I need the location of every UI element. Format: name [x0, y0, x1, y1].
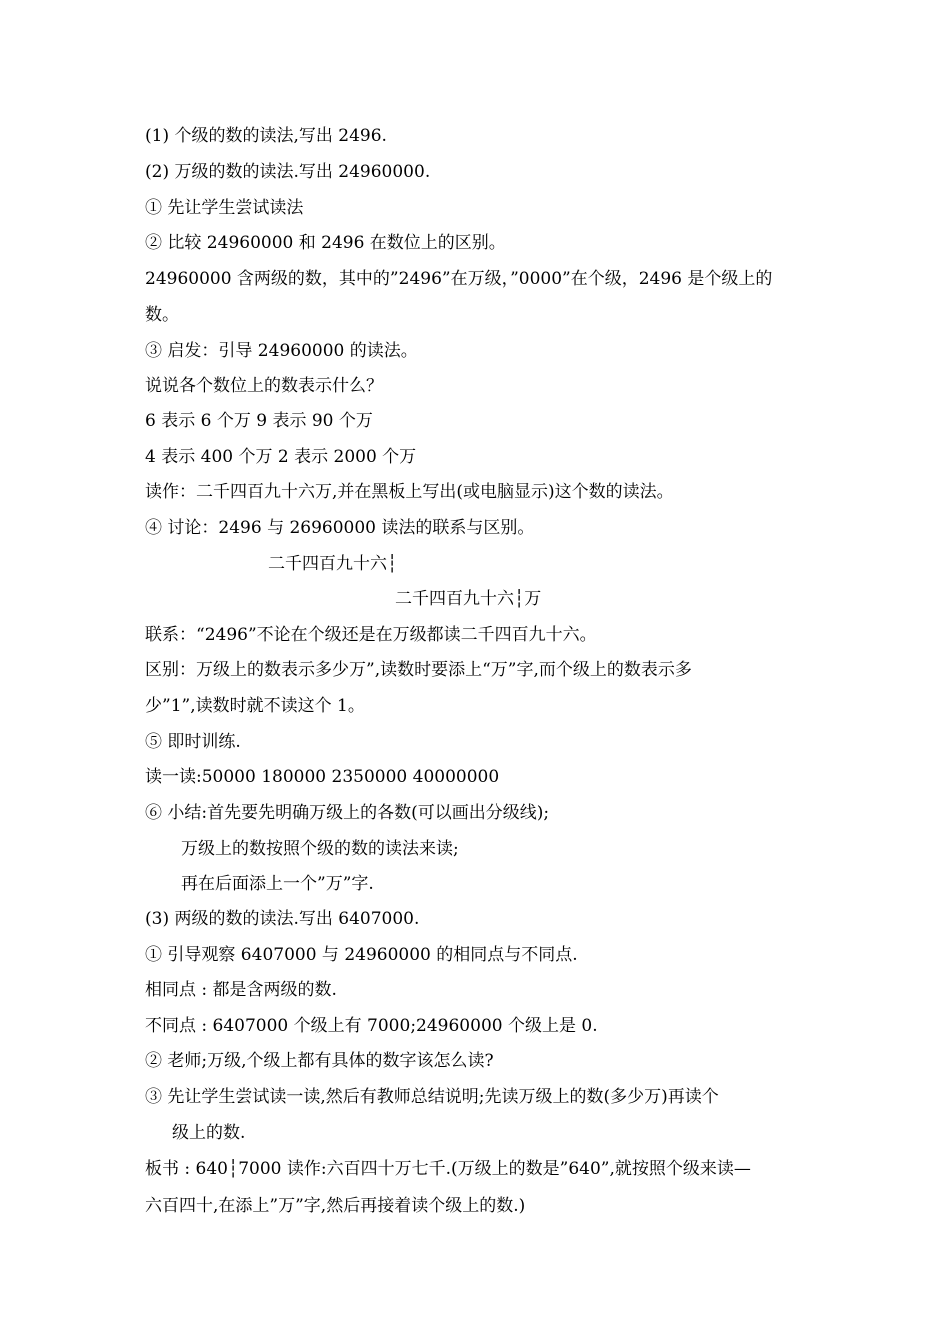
- line-6: 数。: [145, 305, 179, 325]
- line-8: 说说各个数位上的数表示什么？: [145, 376, 383, 396]
- line-14: 二千四百九十六┆万: [395, 589, 542, 609]
- line-16: 区别：万级上的数表示多少万”,读数时要添上“万”字,而个级上的数表示多: [145, 660, 692, 680]
- line-2: (2) 万级的数的读法.写出 24960000.: [145, 162, 431, 182]
- line-31: 六百四十,在添上”万”字,然后再接着读个级上的数.): [145, 1196, 526, 1216]
- line-19: 读一读:50000 180000 2350000 40000000: [145, 767, 500, 787]
- line-1: (1) 个级的数的读法,写出 2496.: [145, 126, 387, 146]
- line-27: ② 老师;万级,个级上都有具体的数字该怎么读?: [145, 1051, 494, 1071]
- line-4: ② 比较 24960000 和 2496 在数位上的区别。: [145, 233, 506, 253]
- line-11: 读作：二千四百九十六万,并在黑板上写出(或电脑显示)这个数的读法。: [145, 482, 674, 502]
- line-5: 24960000 含两级的数，其中的”2496”在万级，”0000”在个级，2496 是个级上的: [145, 269, 773, 289]
- line-28: ③ 先让学生尝试读一读,然后有教师总结说明;先读万级上的数(多少万)再读个: [145, 1087, 719, 1107]
- line-29: 级上的数.: [172, 1123, 246, 1143]
- line-20: ⑥ 小结:首先要先明确万级上的各数(可以画出分级线);: [145, 803, 550, 823]
- line-7: ③ 启发：引导 24960000 的读法。: [145, 341, 418, 361]
- line-24: ① 引导观察 6407000 与 24960000 的相同点与不同点.: [145, 945, 578, 965]
- line-18: ⑤ 即时训练.: [145, 732, 241, 752]
- line-26: 不同点 : 6407000 个级上有 7000;24960000 个级上是 0.: [145, 1016, 598, 1036]
- line-30: 板书 : 640┆7000 读作:六百四十万七千.(万级上的数是”640”,就按照个级来读—: [145, 1159, 751, 1179]
- line-22: 再在后面添上一个”万”字.: [181, 874, 374, 894]
- line-3: ① 先让学生尝试读法: [145, 198, 304, 218]
- line-9: 6 表示 6 个万 9 表示 90 个万: [145, 411, 373, 431]
- line-23: (3) 两级的数的读法.写出 6407000.: [145, 909, 420, 929]
- line-12: ④ 讨论：2496 与 26960000 读法的联系与区别。: [145, 518, 535, 538]
- line-15: 联系：“2496”不论在个级还是在万级都读二千四百九十六。: [145, 625, 597, 645]
- line-25: 相同点 : 都是含两级的数.: [145, 980, 337, 1000]
- line-17: 少”1”,读数时就不读这个 1。: [145, 696, 365, 716]
- line-10: 4 表示 400 个万 2 表示 2000 个万: [145, 447, 417, 467]
- line-21: 万级上的数按照个级的数的读法来读;: [181, 839, 459, 859]
- line-13: 二千四百九十六┆: [268, 554, 398, 574]
